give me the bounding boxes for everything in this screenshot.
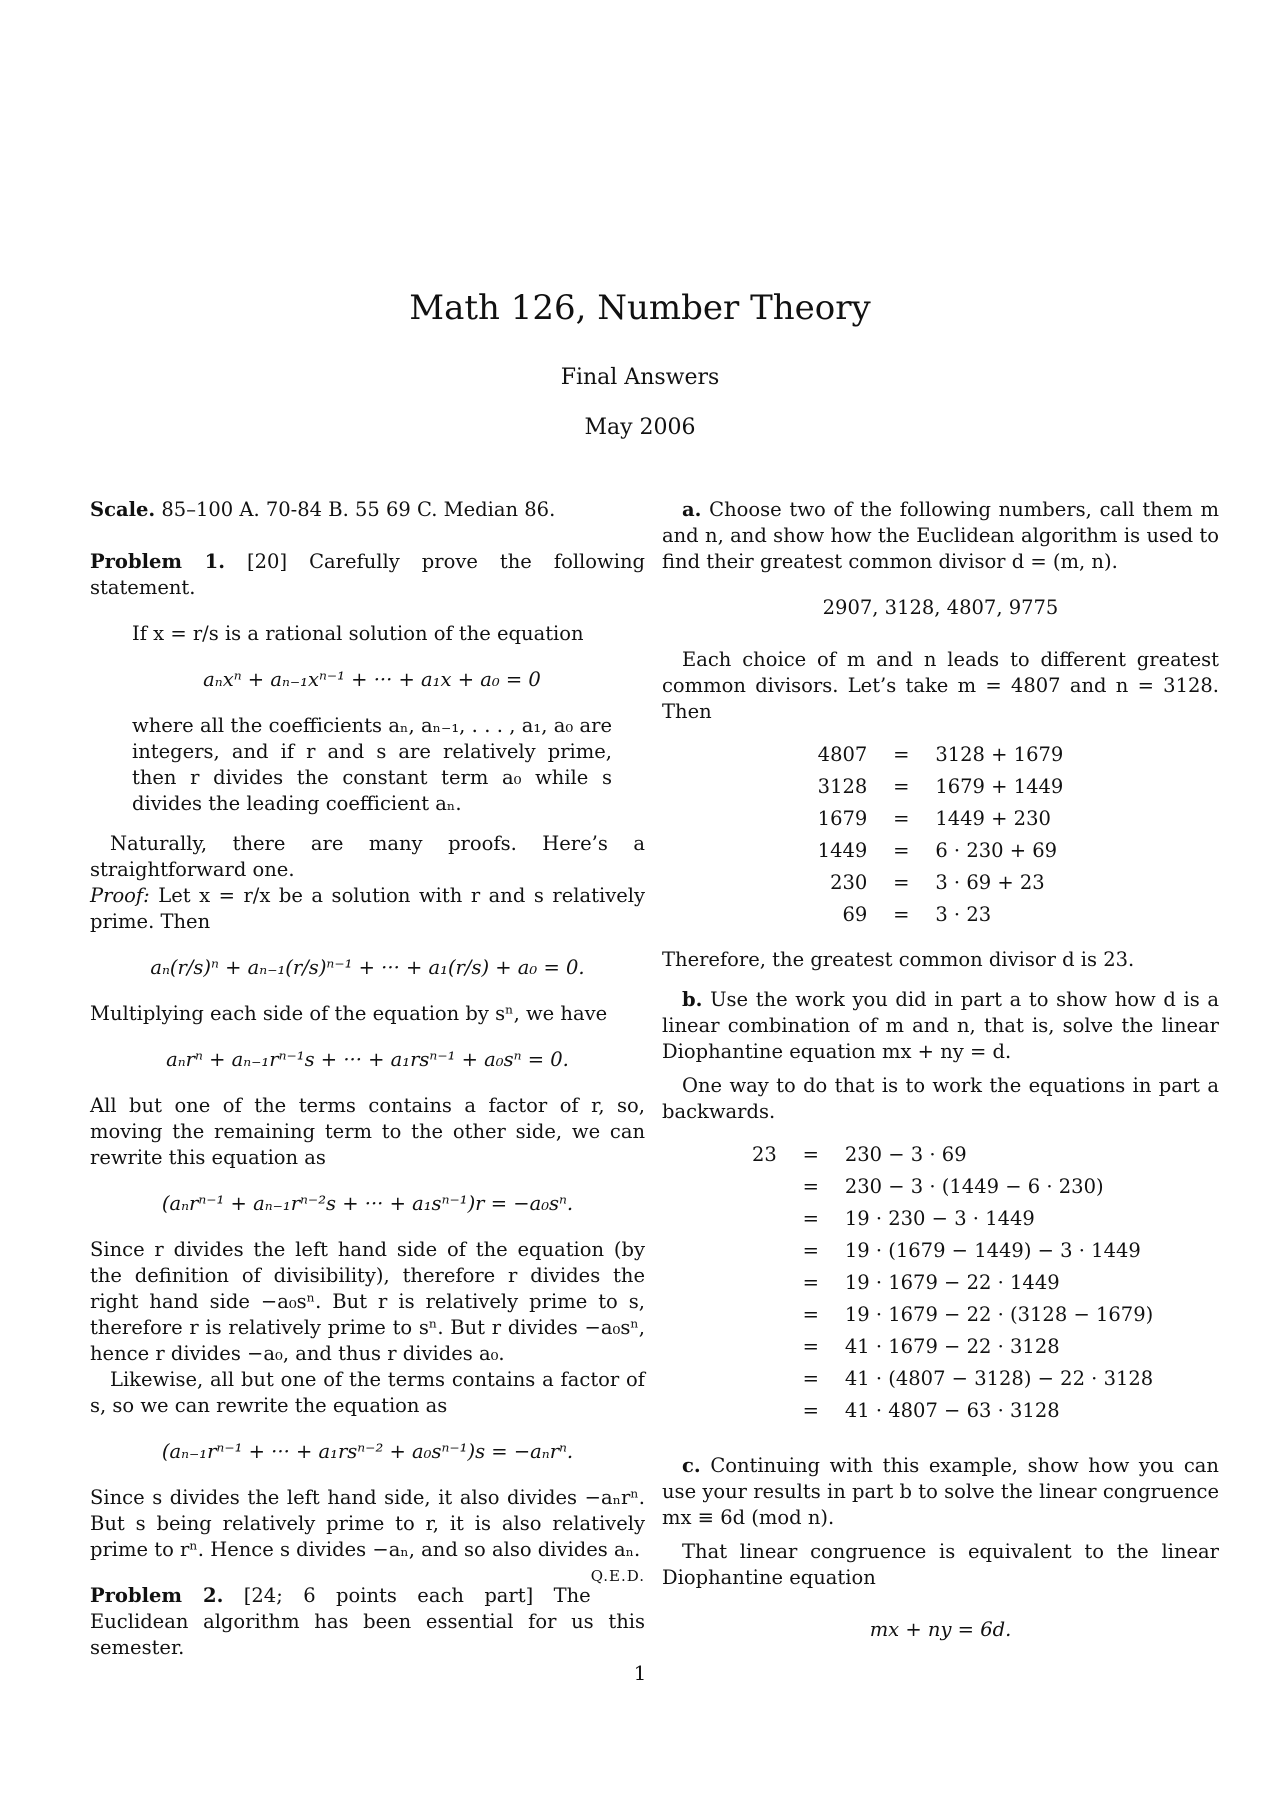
eq-rhs: 41 · 1679 − 22 · 3128 (844, 1335, 1060, 1358)
euclid-steps-table (818, 739, 1064, 931)
problem-1-text: [20] Carefully prove the following statement. (90, 550, 645, 599)
eq-rhs: 41 · 4807 − 63 · 3128 (844, 1399, 1060, 1422)
likewise-paragraph: Likewise, all but one of the terms contains a factor of s, so we can rewrite the equation as (90, 1368, 645, 1417)
eq-lhs: 69 (842, 903, 868, 926)
euclid-step-row (818, 803, 1064, 835)
eq-lhs (752, 1395, 799, 1427)
statement-body: where all the coefficients aₙ, aₙ₋₁, . . . , a₁, a₀ are integers, and if r and s are relatively prime, then r divides the constant term a₀ while s divides the leading coefficient aₙ. (132, 714, 612, 815)
equation-4: (aₙ₋₁rⁿ⁻¹ + ··· + a₁rsⁿ⁻² + a₀sⁿ⁻¹)s = −aₙrⁿ. (161, 1440, 574, 1463)
back-substitution-row (752, 1171, 1153, 1203)
eq-lhs (752, 1267, 799, 1299)
eq-sign: = (802, 1207, 819, 1230)
eq-rhs: 19 · 1679 − 22 · (3128 − 1679) (844, 1303, 1154, 1326)
naturally-paragraph: Naturally, there are many proofs. Here’s a straightforward one. (90, 832, 645, 881)
eq-sign: = (802, 1271, 819, 1294)
statement-intro: If x = r/s is a rational solution of the equation (132, 622, 584, 645)
eq-lhs: 3128 (817, 775, 868, 798)
eq-sign: = (802, 1175, 819, 1198)
eq-rhs: 3128 + 1679 (935, 743, 1064, 766)
back-substitution-row (752, 1395, 1153, 1427)
since-s-text: Since s divides the left hand side, it also divides −aₙrⁿ. But s being relatively prime to r, it is also relatively prime to rⁿ. Hence s divides −aₙ, and so also divides aₙ. (90, 1486, 645, 1561)
eq-rhs: 6 · 230 + 69 (935, 839, 1058, 862)
problem-2-text: [24; 6 points each part] The Euclidean algorithm has been essential for us this semester. (90, 1584, 645, 1659)
scale-text: 85–100 A. 70-84 B. 55 69 C. Median 86. (155, 498, 556, 521)
eq-lhs (752, 1331, 799, 1363)
eq-rhs: 1449 + 230 (935, 807, 1051, 830)
eq-sign: = (802, 1399, 819, 1422)
eq-rhs: 230 − 3 · 69 (844, 1143, 967, 1166)
back-substitution-row (752, 1139, 1153, 1171)
since-r-paragraph: Since r divides the left hand side of the equation (by the definition of divisibility), therefore r divides the right hand side −a₀sⁿ. But r is relatively prime to s, therefore r is relatively prime to sⁿ. But r divides −a₀sⁿ, hence r divides −a₀, and thus r divides a₀. (90, 1238, 645, 1365)
back-substitution-table (752, 1139, 1153, 1427)
equation-3: (aₙrⁿ⁻¹ + aₙ₋₁rⁿ⁻²s + ··· + a₁sⁿ⁻¹)r = −a₀sⁿ. (161, 1192, 574, 1215)
back-substitution-row (752, 1267, 1153, 1299)
part-b-paragraph (662, 987, 1219, 1065)
eq-lhs (752, 1171, 799, 1203)
proof-text: Let x = r/x be a solution with r and s relatively prime. Then (90, 884, 645, 933)
part-c-text: Continuing with this example, show how you can use your results in part b to solve the linear congruence mx ≡ 6d (mod n). (662, 1454, 1219, 1529)
eq-sign: = (802, 1303, 819, 1326)
proof-label: Proof: (90, 884, 150, 907)
eq-sign: = (802, 1367, 819, 1390)
eq-rhs: 41 · (4807 − 3128) − 22 · 3128 (844, 1367, 1154, 1390)
that-paragraph: That linear congruence is equivalent to the linear Diophantine equation (662, 1540, 1219, 1589)
eq-sign: = (893, 839, 910, 862)
gcd-result-paragraph: Therefore, the greatest common divisor d is 23. (662, 948, 1135, 971)
multiplying-paragraph: Multiplying each side of the equation by sⁿ, we have (90, 1002, 608, 1025)
proof-paragraph (90, 883, 645, 935)
eq-lhs (752, 1203, 799, 1235)
page-subtitle: Final Answers (560, 365, 720, 390)
equation-2: aₙrⁿ + aₙ₋₁rⁿ⁻¹s + ··· + a₁rsⁿ⁻¹ + a₀sⁿ = 0. (166, 1048, 569, 1071)
eq-sign: = (802, 1143, 819, 1166)
right-column (662, 497, 1219, 1663)
problem-2-heading (90, 1583, 645, 1661)
part-b-text: Use the work you did in part a to show how d is a linear combination of m and n, that is, solve the linear Diophantine equation mx + ny = d. (662, 988, 1219, 1063)
eq-rhs: 19 · 1679 − 22 · 1449 (844, 1271, 1060, 1294)
euclid-step-row (818, 867, 1064, 899)
part-c-label: c. (682, 1454, 701, 1477)
eq-lhs (752, 1363, 799, 1395)
part-a-text: Choose two of the following numbers, call them m and n, and show how the Euclidean algorithm is used to find their greatest common divisor d = (m, n). (662, 498, 1219, 573)
numbers-list: 2907, 3128, 4807, 9775 (822, 596, 1059, 619)
euclid-step-row (818, 835, 1064, 867)
eq-rhs: 3 · 69 + 23 (935, 871, 1045, 894)
euclid-step-row (818, 899, 1064, 931)
problem-1-heading (90, 549, 645, 601)
each-choice-paragraph: Each choice of m and n leads to different greatest common divisors. Let’s take m = 4807 and n = 3128. Then (662, 648, 1219, 723)
eq-rhs: 1679 + 1449 (935, 775, 1064, 798)
all-but-paragraph: All but one of the terms contains a factor of r, so, moving the remaining term to the other side, we can rewrite this equation as (90, 1094, 645, 1169)
eq-rhs: 19 · (1679 − 1449) − 3 · 1449 (844, 1239, 1141, 1262)
eq-sign: = (802, 1335, 819, 1358)
eq-lhs: 1449 (817, 839, 868, 862)
eq-lhs: 23 (752, 1143, 777, 1166)
euclid-step-row (818, 739, 1064, 771)
one-way-paragraph: One way to do that is to work the equations in part a backwards. (662, 1074, 1219, 1123)
eq-rhs: 230 − 3 · (1449 − 6 · 230) (844, 1175, 1104, 1198)
eq-lhs (752, 1299, 799, 1331)
back-substitution-row (752, 1363, 1153, 1395)
eq-sign: = (893, 903, 910, 926)
back-substitution-row (752, 1331, 1153, 1363)
part-c-paragraph (662, 1453, 1219, 1531)
part-a-paragraph (662, 497, 1219, 575)
page-title: Math 126, Number Theory (409, 288, 871, 328)
back-substitution-row (752, 1203, 1153, 1235)
scale-label: Scale. (90, 498, 156, 521)
left-column (90, 497, 645, 1661)
statement-block (132, 621, 612, 817)
final-equation: mx + ny = 6d. (869, 1618, 1012, 1641)
eq-lhs (752, 1235, 799, 1267)
page-number: 1 (633, 1661, 647, 1685)
part-b-label: b. (682, 988, 703, 1011)
eq-sign: = (802, 1239, 819, 1262)
eq-sign: = (893, 807, 910, 830)
problem-1-label: Problem 1. (90, 550, 225, 573)
eq-lhs: 230 (830, 871, 868, 894)
euclid-step-row (818, 771, 1064, 803)
since-s-paragraph (90, 1485, 645, 1585)
eq-lhs: 1679 (817, 807, 868, 830)
part-a-label: a. (682, 498, 702, 521)
equation-1: aₙ(r/s)ⁿ + aₙ₋₁(r/s)ⁿ⁻¹ + ··· + a₁(r/s) + a₀ = 0. (150, 956, 585, 979)
statement-equation: aₙxⁿ + aₙ₋₁xⁿ⁻¹ + ··· + a₁x + a₀ = 0 (203, 668, 541, 691)
eq-rhs: 3 · 23 (935, 903, 992, 926)
eq-sign: = (893, 871, 910, 894)
problem-2-label: Problem 2. (90, 1584, 224, 1607)
eq-rhs: 19 · 230 − 3 · 1449 (844, 1207, 1035, 1230)
back-substitution-row (752, 1235, 1153, 1267)
eq-lhs: 4807 (817, 743, 868, 766)
qed-mark: Q.E.D. (590, 1567, 645, 1585)
eq-sign: = (893, 775, 910, 798)
eq-sign: = (893, 743, 910, 766)
scale-paragraph (90, 497, 645, 523)
page-date: May 2006 (584, 415, 696, 440)
back-substitution-row (752, 1299, 1153, 1331)
